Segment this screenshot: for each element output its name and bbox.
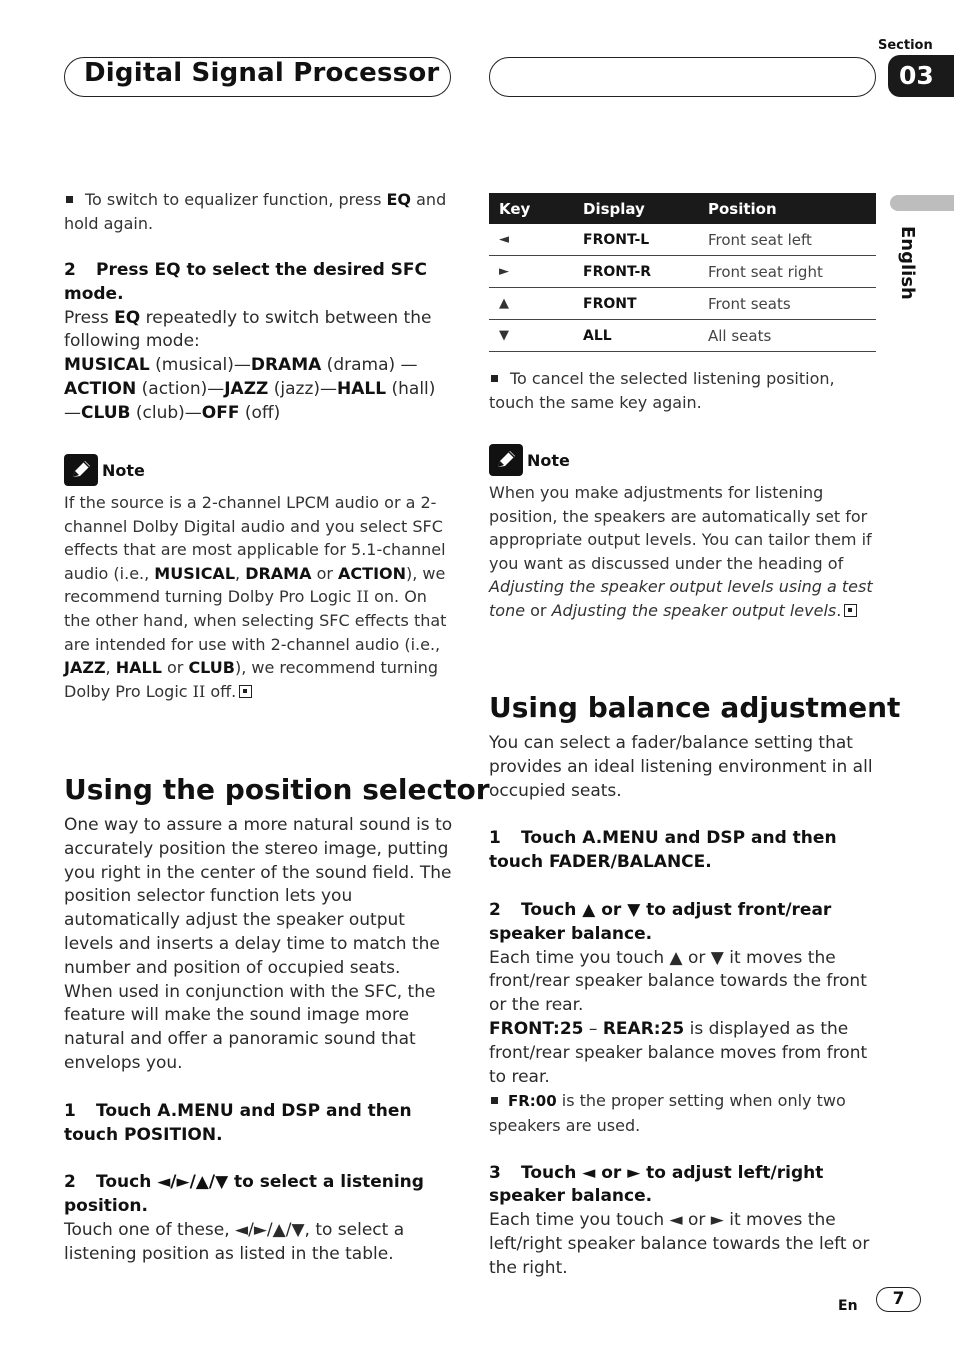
- end-mark-icon: [239, 685, 252, 698]
- balance-step-3: 3 Touch ◄ or ► to adjust left/right speaker balance.: [489, 1162, 824, 1207]
- heading-balance-adjustment: Using balance adjustment: [489, 691, 901, 724]
- key-down-icon: ▼: [489, 320, 573, 352]
- position-selector-section: [64, 814, 454, 1267]
- end-mark-icon: [844, 604, 857, 617]
- col-header-display: Display: [573, 193, 698, 224]
- note-header-right: Note: [489, 444, 570, 476]
- table-header-row: [489, 193, 876, 224]
- section-label: Section: [878, 38, 933, 53]
- table-row: ▲ FRONT Front seats: [489, 288, 876, 320]
- section-number-badge: 03: [888, 55, 954, 97]
- note-body-left: If the source is a 2-channel LPCM audio or a 2-channel Dolby Digital audio and you select SFC effects that are most applicable for 5.1-channel audio (i.e., MUSICAL, DRAMA or ACTION), we recommend turning Dolby Pro Logic II on. On the other hand, when selecting SFC effects that are intended for use with 2-channel audio (i.e., JAZZ, HALL or CLUB), we recommend turning Dolby Pro Logic II off.: [64, 493, 447, 701]
- note-pencil-icon: [489, 444, 523, 476]
- balance-step-1: 1 Touch A.MENU and DSP and then touch FADER/BALANCE.: [489, 828, 837, 873]
- note-pencil-icon: [64, 454, 98, 486]
- key-right-icon: ►: [489, 256, 573, 288]
- note-body-right: When you make adjustments for listening position, the speakers are automatically set for appropriate output levels. You can tailor them if you want as discussed under the heading of Adjusting the speaker output levels using a test tone or Adjusting the speaker output levels.: [489, 483, 873, 620]
- page-number: 7: [876, 1287, 921, 1312]
- fr00-bullet: FR:00 is the proper setting when only two speakers are used.: [489, 1091, 846, 1135]
- bullet-square-icon: [491, 375, 498, 382]
- eq-bullet: To switch to equalizer function, press EQ and hold again.: [64, 190, 447, 233]
- balance-step-2: 2 Touch ▲ or ▼ to adjust front/rear speaker balance.: [489, 899, 832, 944]
- note-header-left: Note: [64, 454, 145, 486]
- balance-step-2-body: Each time you touch ▲ or ▼ it moves the front/rear speaker balance towards the front or the rear.: [489, 947, 867, 1016]
- position-intro: One way to assure a more natural sound is to accurately position the stereo image, putting you right in the center of the sound field. The position selector function lets you automatically adjust the speaker output levels and inserts a delay time to match the number and position of occupied seats. When used in conjunction with the SFC, the feature will make the sound image more natural and offer a panoramic sound that envelops you.: [64, 815, 453, 1073]
- table-row: ▼ ALL All seats: [489, 320, 876, 352]
- cancel-bullet: To cancel the selected listening position, touch the same key again.: [489, 369, 835, 412]
- heading-position-selector: Using the position selector: [64, 773, 490, 806]
- table-row: ► FRONT-R Front seat right: [489, 256, 876, 288]
- balance-intro: You can select a fader/balance setting that provides an ideal listening environment in all occupied seats.: [489, 733, 873, 801]
- front-rear-display-text: FRONT:25 – REAR:25 is displayed as the front/rear speaker balance moves from front to rear.: [489, 1018, 868, 1087]
- step-heading: 2 Press EQ to select the desired SFC mode.: [64, 260, 428, 304]
- header-blank-frame: [489, 57, 876, 97]
- bullet-square-icon: [66, 196, 73, 203]
- step-body: Press EQ repeatedly to switch between the following mode:: [64, 307, 432, 352]
- position-step-2-body: Touch one of these, ◄/►/▲/▼, to select a listening position as listed in the table.: [64, 1219, 405, 1264]
- sfc-step: [64, 259, 454, 426]
- key-left-icon: ◄: [489, 224, 573, 256]
- bullet-square-icon: [491, 1097, 498, 1104]
- language-tab-label: English: [897, 226, 918, 300]
- position-step-1: 1 Touch A.MENU and DSP and then touch POSITION.: [64, 1100, 412, 1145]
- col-header-position: Position: [698, 193, 876, 224]
- col-header-key: Key: [489, 193, 573, 224]
- balance-section: [489, 732, 881, 1281]
- sfc-mode-list: MUSICAL (musical)—DRAMA (drama) —ACTION (action)—JAZZ (jazz)—HALL (hall) —CLUB (club)—OFF (off): [64, 355, 436, 423]
- position-step-2: 2 Touch ◄/►/▲/▼ to select a listening position.: [64, 1172, 424, 1217]
- footer-language: En: [838, 1298, 858, 1314]
- table-row: ◄ FRONT-L Front seat left: [489, 224, 876, 256]
- key-up-icon: ▲: [489, 288, 573, 320]
- language-tab-marker: [890, 195, 954, 211]
- position-table: [489, 193, 876, 352]
- balance-step-3-body: Each time you touch ◄ or ► it moves the left/right speaker balance towards the left or the right.: [489, 1210, 870, 1278]
- page-title: Digital Signal Processor: [84, 58, 440, 88]
